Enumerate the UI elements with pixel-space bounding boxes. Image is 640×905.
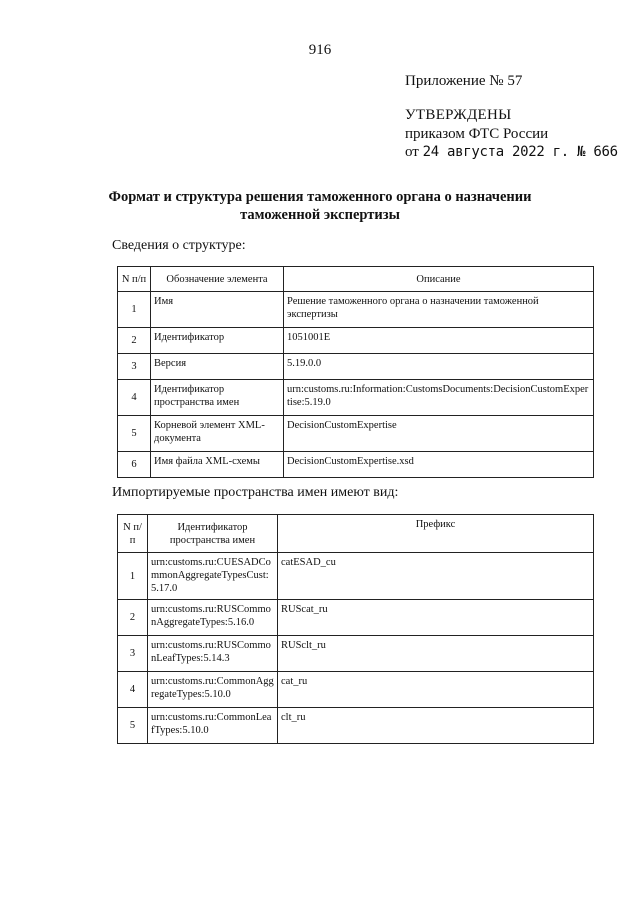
table-row	[118, 600, 594, 636]
namespaces-table	[117, 514, 594, 744]
row-identifier: urn:customs.ru:RUSCommonAggregateTypes:5.16.0	[148, 600, 278, 636]
document-title: Формат и структура решения таможенного органа о назначении таможенной экспертизы	[108, 189, 532, 223]
table-row	[118, 636, 594, 672]
row-number: 2	[118, 600, 148, 636]
row-element: Идентификатор	[151, 328, 284, 354]
row-number: 4	[118, 380, 151, 416]
table-row	[118, 452, 594, 478]
row-number: 5	[118, 708, 148, 744]
row-element: Корневой элемент XML-документа	[151, 416, 284, 452]
table-row	[118, 416, 594, 452]
row-number: 6	[118, 452, 151, 478]
row-description: DecisionCustomExpertise	[284, 416, 594, 452]
row-identifier: urn:customs.ru:CommonLeafTypes:5.10.0	[148, 708, 278, 744]
table-row	[118, 328, 594, 354]
row-identifier: urn:customs.ru:CommonAggregateTypes:5.10.0	[148, 672, 278, 708]
approved-label: УТВЕРЖДЕНЫ	[405, 107, 512, 123]
row-identifier: urn:customs.ru:CUESADCommonAggregateTypesCust:5.17.0	[148, 553, 278, 600]
row-prefix: RUSclt_ru	[278, 636, 594, 672]
order-date: 24 августа 2022 г. № 666	[422, 144, 618, 160]
row-prefix: cat_ru	[278, 672, 594, 708]
row-prefix: RUScat_ru	[278, 600, 594, 636]
header-description: Описание	[284, 267, 594, 292]
order-date-prefix: от	[405, 144, 419, 160]
table-row	[118, 380, 594, 416]
table-row	[118, 708, 594, 744]
order-date-line	[405, 144, 618, 161]
row-description: DecisionCustomExpertise.xsd	[284, 452, 594, 478]
row-description: urn:customs.ru:Information:CustomsDocuments:DecisionCustomExpertise:5.19.0	[284, 380, 594, 416]
table-row	[118, 354, 594, 380]
row-description: Решение таможенного органа о назначении таможенной экспертизы	[284, 292, 594, 328]
row-prefix: catESAD_cu	[278, 553, 594, 600]
row-number: 1	[118, 553, 148, 600]
row-number: 3	[118, 636, 148, 672]
row-description: 5.19.0.0	[284, 354, 594, 380]
namespaces-label: Импортируемые пространства имен имеют вид:	[112, 485, 399, 500]
structure-table-header	[118, 267, 594, 292]
structure-label: Сведения о структуре:	[112, 238, 246, 253]
table-row	[118, 292, 594, 328]
row-number: 5	[118, 416, 151, 452]
row-element: Имя файла XML-схемы	[151, 452, 284, 478]
row-element: Версия	[151, 354, 284, 380]
page-number: 916	[308, 42, 332, 58]
header-number: N п/п	[118, 515, 148, 553]
row-element: Идентификатор пространства имен	[151, 380, 284, 416]
row-number: 3	[118, 354, 151, 380]
row-number: 2	[118, 328, 151, 354]
order-label: приказом ФТС России	[405, 126, 549, 142]
header-prefix: Префикс	[278, 515, 594, 553]
namespaces-table-header	[118, 515, 594, 553]
row-element: Имя	[151, 292, 284, 328]
row-identifier: urn:customs.ru:RUSCommonLeafTypes:5.14.3	[148, 636, 278, 672]
row-prefix: clt_ru	[278, 708, 594, 744]
row-description: 1051001E	[284, 328, 594, 354]
table-row	[118, 672, 594, 708]
header-number: N п/п	[118, 267, 151, 292]
table-row	[118, 553, 594, 600]
header-element: Обозначение элемента	[151, 267, 284, 292]
row-number: 4	[118, 672, 148, 708]
row-number: 1	[118, 292, 151, 328]
header-identifier: Идентификатор пространства имен	[148, 515, 278, 553]
appendix-label: Приложение № 57	[405, 73, 523, 89]
structure-table	[117, 266, 594, 478]
